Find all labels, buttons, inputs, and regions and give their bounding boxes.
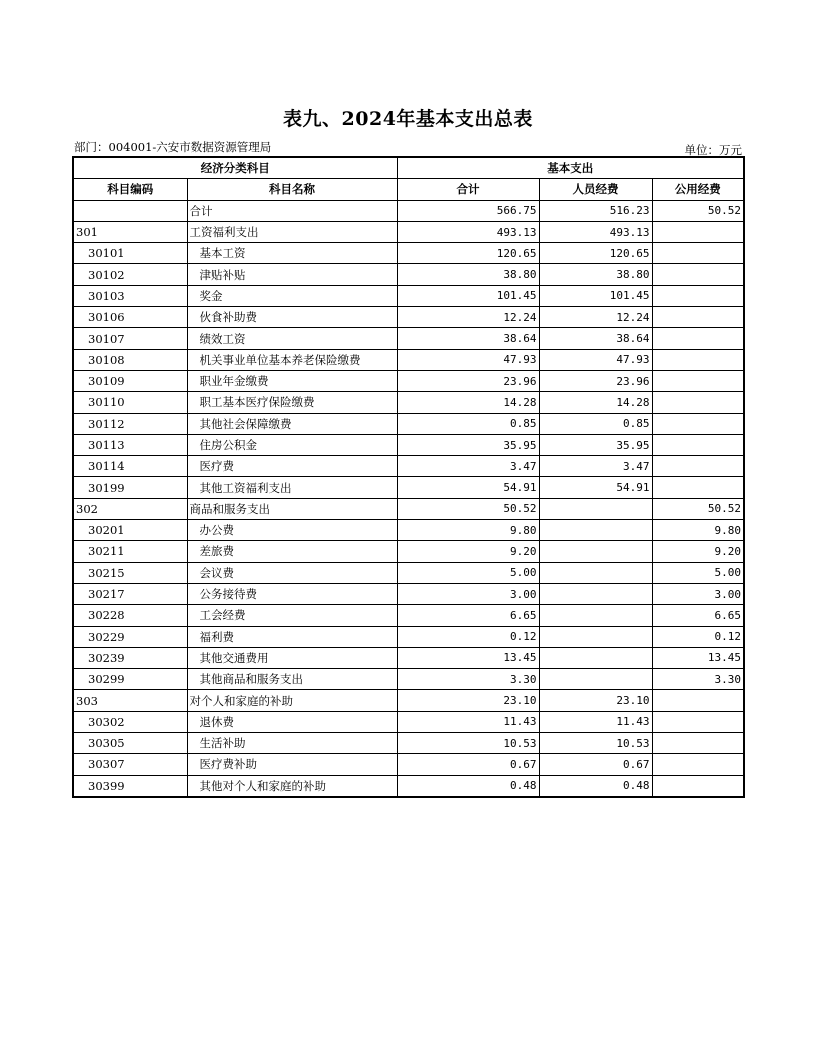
page-title: 表九、2024年基本支出总表 [283,108,533,130]
row-total: 50.52 [397,498,539,519]
row-code: 30108 [73,349,187,370]
table-row [73,285,744,306]
row-public: 9.20 [652,541,744,562]
row-name: 津贴补贴 [187,264,397,285]
row-public [652,754,744,775]
row-personnel [539,498,652,519]
table-row [73,477,744,498]
row-total: 3.30 [397,669,539,690]
row-total: 9.20 [397,541,539,562]
table-row [73,370,744,391]
table-row [73,562,744,583]
row-public [652,221,744,242]
row-personnel: 101.45 [539,285,652,306]
header-economic-classification: 经济分类科目 [73,157,397,179]
row-code: 30109 [73,370,187,391]
row-total: 12.24 [397,307,539,328]
row-public [652,370,744,391]
row-name: 住房公积金 [187,434,397,455]
header-personnel: 人员经费 [539,179,652,200]
row-code: 30307 [73,754,187,775]
row-total: 0.48 [397,775,539,797]
table-row [73,733,744,754]
row-name: 办公费 [187,520,397,541]
unit-label: 单位：万元 [684,143,742,157]
row-name: 其他交通费用 [187,647,397,668]
row-total: 38.64 [397,328,539,349]
row-personnel: 47.93 [539,349,652,370]
row-name: 其他对个人和家庭的补助 [187,775,397,797]
header-name: 科目名称 [187,179,397,200]
table-row [73,647,744,668]
row-public: 3.00 [652,583,744,604]
row-total: 13.45 [397,647,539,668]
row-public [652,733,744,754]
row-public [652,434,744,455]
row-personnel: 12.24 [539,307,652,328]
table-row [73,605,744,626]
row-name: 职工基本医疗保险缴费 [187,392,397,413]
row-name: 生活补助 [187,733,397,754]
row-name: 医疗费补助 [187,754,397,775]
row-public [652,264,744,285]
row-code: 30101 [73,243,187,264]
row-total: 38.80 [397,264,539,285]
row-personnel: 0.67 [539,754,652,775]
row-total: 11.43 [397,711,539,732]
row-personnel: 23.10 [539,690,652,711]
table-row [73,200,744,221]
row-name: 合计 [187,200,397,221]
row-personnel: 0.85 [539,413,652,434]
row-name: 工资福利支出 [187,221,397,242]
row-public [652,243,744,264]
row-public: 0.12 [652,626,744,647]
row-total: 493.13 [397,221,539,242]
row-public: 9.80 [652,520,744,541]
table-body [73,200,744,797]
row-public [652,711,744,732]
row-total: 35.95 [397,434,539,455]
table-row [73,434,744,455]
table-row [73,541,744,562]
row-public [652,477,744,498]
row-personnel: 54.91 [539,477,652,498]
table-row [73,754,744,775]
row-code: 30299 [73,669,187,690]
table-row [73,498,744,519]
row-personnel: 38.64 [539,328,652,349]
header-basic-expenditure: 基本支出 [397,157,744,179]
row-code: 30211 [73,541,187,562]
row-personnel: 14.28 [539,392,652,413]
row-name: 奖金 [187,285,397,306]
table-row [73,520,744,541]
row-code: 30302 [73,711,187,732]
row-total: 23.96 [397,370,539,391]
row-public [652,413,744,434]
row-code: 302 [73,498,187,519]
row-code: 30228 [73,605,187,626]
table-row [73,264,744,285]
row-name: 对个人和家庭的补助 [187,690,397,711]
row-code: 30239 [73,647,187,668]
row-name: 公务接待费 [187,583,397,604]
row-public [652,328,744,349]
table-row [73,669,744,690]
row-name: 职业年金缴费 [187,370,397,391]
row-code: 30199 [73,477,187,498]
row-code: 30201 [73,520,187,541]
row-personnel: 516.23 [539,200,652,221]
row-code: 30114 [73,456,187,477]
row-name: 差旅费 [187,541,397,562]
row-personnel: 10.53 [539,733,652,754]
table-row [73,349,744,370]
row-code: 30113 [73,434,187,455]
row-personnel: 38.80 [539,264,652,285]
row-code: 30110 [73,392,187,413]
row-total: 3.47 [397,456,539,477]
row-code: 30215 [73,562,187,583]
row-name: 其他商品和服务支出 [187,669,397,690]
row-public: 5.00 [652,562,744,583]
row-personnel: 23.96 [539,370,652,391]
row-code: 30399 [73,775,187,797]
row-public [652,349,744,370]
row-total: 0.12 [397,626,539,647]
row-name: 商品和服务支出 [187,498,397,519]
row-name: 其他工资福利支出 [187,477,397,498]
row-public: 3.30 [652,669,744,690]
row-public: 13.45 [652,647,744,668]
table-row [73,583,744,604]
row-personnel [539,626,652,647]
row-total: 23.10 [397,690,539,711]
row-public: 6.65 [652,605,744,626]
header-row-columns [73,179,744,200]
row-name: 基本工资 [187,243,397,264]
row-personnel: 3.47 [539,456,652,477]
row-name: 福利费 [187,626,397,647]
row-public [652,392,744,413]
row-total: 9.80 [397,520,539,541]
row-public: 50.52 [652,200,744,221]
row-total: 6.65 [397,605,539,626]
row-public [652,690,744,711]
row-code: 30106 [73,307,187,328]
row-name: 医疗费 [187,456,397,477]
row-public [652,775,744,797]
row-public: 50.52 [652,498,744,519]
row-name: 伙食补助费 [187,307,397,328]
row-code: 30229 [73,626,187,647]
row-code: 30305 [73,733,187,754]
table-row [73,392,744,413]
header-row-group [73,157,744,179]
table-row [73,626,744,647]
row-personnel [539,541,652,562]
row-total: 3.00 [397,583,539,604]
table-row [73,413,744,434]
table-row [73,307,744,328]
row-public [652,285,744,306]
row-name: 绩效工资 [187,328,397,349]
row-personnel [539,583,652,604]
row-name: 工会经费 [187,605,397,626]
department-label: 部门：004001-六安市数据资源管理局 [74,140,272,154]
table-row [73,690,744,711]
row-code: 303 [73,690,187,711]
row-total: 0.85 [397,413,539,434]
basic-expenditure-table [72,156,745,798]
row-personnel [539,647,652,668]
row-code: 301 [73,221,187,242]
row-public [652,456,744,477]
row-code: 30112 [73,413,187,434]
row-code: 30102 [73,264,187,285]
row-total: 101.45 [397,285,539,306]
row-personnel: 35.95 [539,434,652,455]
row-code: 30103 [73,285,187,306]
header-public: 公用经费 [652,179,744,200]
row-personnel [539,562,652,583]
row-name: 会议费 [187,562,397,583]
row-personnel [539,520,652,541]
table-row [73,243,744,264]
row-personnel [539,605,652,626]
row-total: 0.67 [397,754,539,775]
row-personnel: 493.13 [539,221,652,242]
table-row [73,711,744,732]
row-total: 10.53 [397,733,539,754]
row-personnel [539,669,652,690]
table-row [73,221,744,242]
header-total: 合计 [397,179,539,200]
row-total: 47.93 [397,349,539,370]
row-personnel: 0.48 [539,775,652,797]
row-total: 5.00 [397,562,539,583]
row-code: 30217 [73,583,187,604]
row-name: 其他社会保障缴费 [187,413,397,434]
table-row [73,456,744,477]
header-code: 科目编码 [73,179,187,200]
row-name: 机关事业单位基本养老保险缴费 [187,349,397,370]
row-public [652,307,744,328]
row-total: 120.65 [397,243,539,264]
row-code: 30107 [73,328,187,349]
row-total: 54.91 [397,477,539,498]
row-personnel: 11.43 [539,711,652,732]
row-name: 退休费 [187,711,397,732]
row-personnel: 120.65 [539,243,652,264]
row-code [73,200,187,221]
table-row [73,328,744,349]
row-total: 14.28 [397,392,539,413]
row-total: 566.75 [397,200,539,221]
table-row [73,775,744,797]
